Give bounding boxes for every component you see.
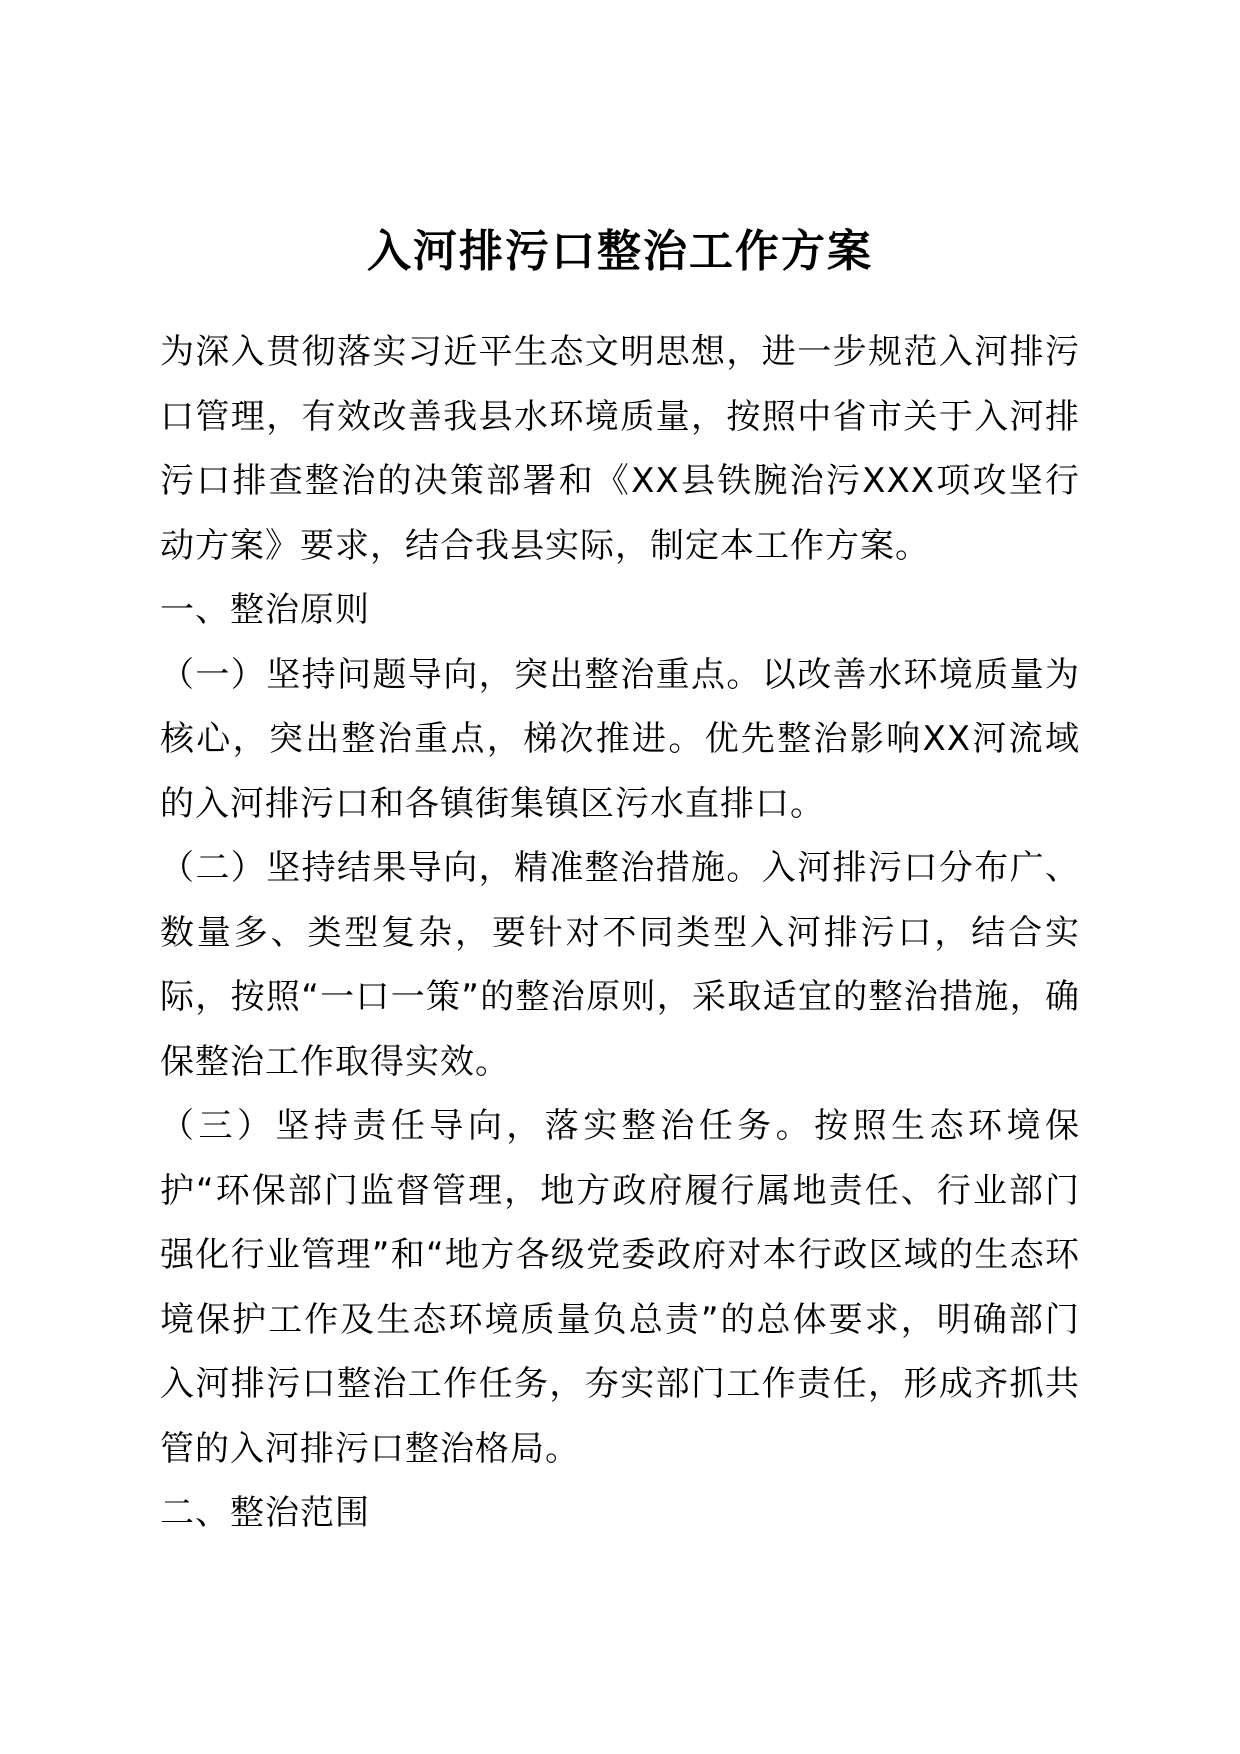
principle-paragraph-1: （一）坚持问题导向，突出整治重点。以改善水环境质量为核心，突出整治重点，梯次推进。优先整治影响XX河流域的入河排污口和各镇街集镇区污水直排口。 (160, 654, 1080, 824)
principle-paragraph-2: （二）坚持结果导向，精准整治措施。入河排污口分布广、数量多、类型复杂，要针对不同类型入河排污口，结合实际，按照“一口一策”的整治原则，采取适宜的整治措施，确保整治工作取得实效。 (160, 848, 1080, 1082)
principle-paragraph-3: （三）坚持责任导向，落实整治任务。按照生态环境保护“环保部门监督管理，地方政府履行属地责任、行业部门强化行业管理”和“地方各级党委政府对本行政区域的生态环境保护工作及生态环境质量负总责”的总体要求，明确部门入河排污口整治工作任务，夯实部门工作责任，形成齐抓共管的入河排污口整治格局。 (160, 1106, 1080, 1469)
section-heading-scope: 二、整治范围 (160, 1493, 370, 1533)
section-heading-principles: 一、整治原则 (160, 590, 370, 630)
document-body (160, 320, 1080, 1546)
intro-paragraph: 为深入贯彻落实习近平生态文明思想，进一步规范入河排污口管理，有效改善我县水环境质量，按照中省市关于入河排污口排查整治的决策部署和《XX县铁腕治污XXX项攻坚行动方案》要求，结合我县实际，制定本工作方案。 (160, 332, 1080, 566)
document-title: 入河排污口整治工作方案 (367, 226, 873, 277)
